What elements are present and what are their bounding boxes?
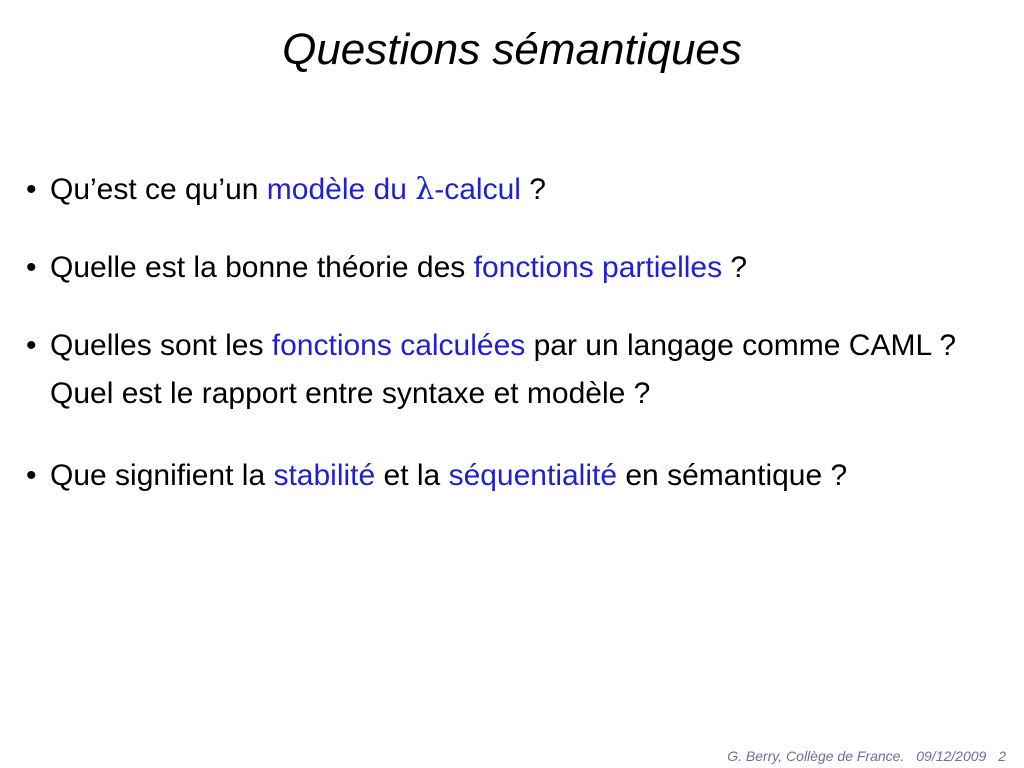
highlight-term: séquentialité (448, 459, 618, 492)
bullet-text: Qu’est ce qu’un (50, 173, 267, 206)
highlight-term: fonctions calculées (271, 329, 526, 362)
highlight-term: fonctions partielles (473, 251, 723, 284)
bullet-marker: • (26, 329, 37, 362)
bullet-text: Quelles sont les (50, 329, 272, 362)
slide-footer (719, 748, 1006, 764)
highlight-term: -calcul (434, 173, 521, 206)
footer-author: G. Berry, Collège de France. (727, 748, 905, 764)
page-number: 2 (998, 748, 1006, 764)
bullet-text: et la (375, 459, 449, 492)
bullet-list (26, 166, 1006, 500)
bullet-text: en sémantique ? (617, 459, 848, 492)
bullet-text: Quelle est la bonne théorie des (50, 251, 474, 284)
lambda-symbol: λ (415, 172, 435, 207)
bullet-item-model (26, 166, 1006, 214)
highlight-term: modèle du (266, 173, 416, 206)
bullet-text: ? (520, 173, 546, 206)
highlight-term: stabilité (273, 459, 376, 492)
bullet-marker: • (26, 173, 37, 206)
bullet-item-partial-functions (26, 244, 1006, 292)
bullet-text: Que signifient la (50, 459, 274, 492)
bullet-text: ? (722, 251, 748, 284)
bullet-item-stability (26, 452, 1006, 500)
bullet-item-computed-functions (26, 322, 1006, 418)
bullet-marker: • (26, 459, 37, 492)
bullet-marker: • (26, 251, 37, 284)
slide-title: Questions sémantiques (282, 25, 742, 74)
footer-date: 09/12/2009 (916, 748, 987, 764)
bullet-text: par un langage comme CAML ? Quel est le rapport entre syntaxe et modèle ? (50, 329, 957, 410)
